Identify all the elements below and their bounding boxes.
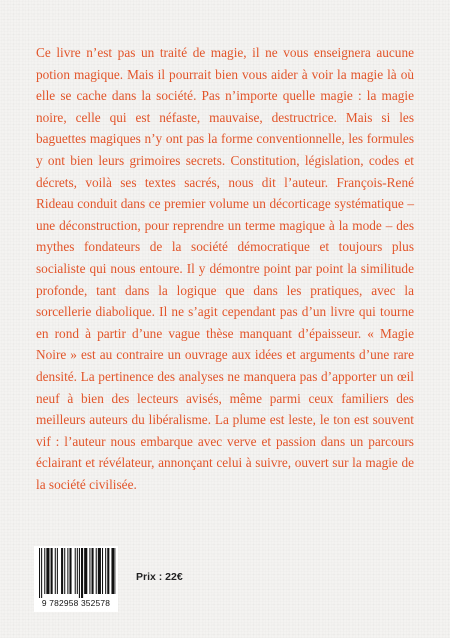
barcode-bar [77, 548, 78, 594]
isbn-barcode [34, 546, 118, 612]
price-label: Prix : 22€ [136, 571, 183, 583]
barcode-bar [96, 548, 97, 594]
barcode-bar [39, 548, 40, 598]
barcode-bar [51, 548, 53, 594]
barcode-bar [81, 548, 83, 598]
barcode-bar [55, 548, 56, 594]
barcode-bar [67, 548, 68, 594]
barcode-bar [79, 548, 80, 598]
barcode-bar [98, 548, 101, 594]
barcode-bar [41, 548, 42, 598]
barcode-bar [107, 548, 109, 594]
barcode-bar [84, 548, 87, 594]
barcode-bar [69, 548, 71, 594]
barcode-bar [102, 548, 103, 594]
barcode-bar [111, 548, 114, 594]
barcode-bar [61, 548, 63, 594]
barcode-bar [46, 548, 49, 594]
barcode-bars [36, 548, 116, 598]
barcode-bar [105, 548, 106, 594]
barcode-bar [75, 548, 76, 594]
barcode-bar [57, 548, 58, 594]
barcode-bar [92, 548, 94, 594]
barcode-bar [64, 548, 65, 594]
barcode-bar [44, 548, 45, 594]
barcode-bar [89, 548, 90, 594]
isbn-digits: 9 782958 352578 [41, 598, 111, 608]
blurb-text: Ce livre n’est pas un traité de magie, il ne vous enseignera aucune potion magique. Mais il pourrait bien vous aider à voir la magie là où elle se cache dans la société. Pas n’importe quelle magie : la magie noire, celle qui est néfaste, mauvaise, destructrice. Mais si les baguettes magiques n’y ont pas la forme conventionnelle, les formules y ont bien leurs grimoires secrets. Constitution, législation, codes et décrets, voilà ses textes sacrés, nous dit l’auteur. François-René Rideau conduit dans ce premier volume un décorticage systématique – une déconstruction, pour reprendre un terme magique à la mode – des mythes fondateurs de la société démocratique et toujours plus socialiste qui nous entoure. Il y démontre point par point la similitude profonde, tant dans la logique que dans les pratiques, avec la sorcellerie diabolique. Il ne s’agit cependant pas d’un livre qui tourne en rond à partir d’une vague thèse manquant d’épaisseur. « Magie Noire » est au contraire un ouvrage aux idées et arguments d’une rare densité. La pertinence des analyses ne manquera pas d’apporter un œil neuf à bien des lecteurs avisés, même parmi ceux familiers des meilleurs auteurs du libéralisme. La plume est leste, le ton est souvent vif : l’auteur nous embarque avec verve et passion dans un parcours éclairant et révélateur, annonçant celui à suivre, ouvert sur la magie de la société civilisée. [36, 45, 414, 492]
